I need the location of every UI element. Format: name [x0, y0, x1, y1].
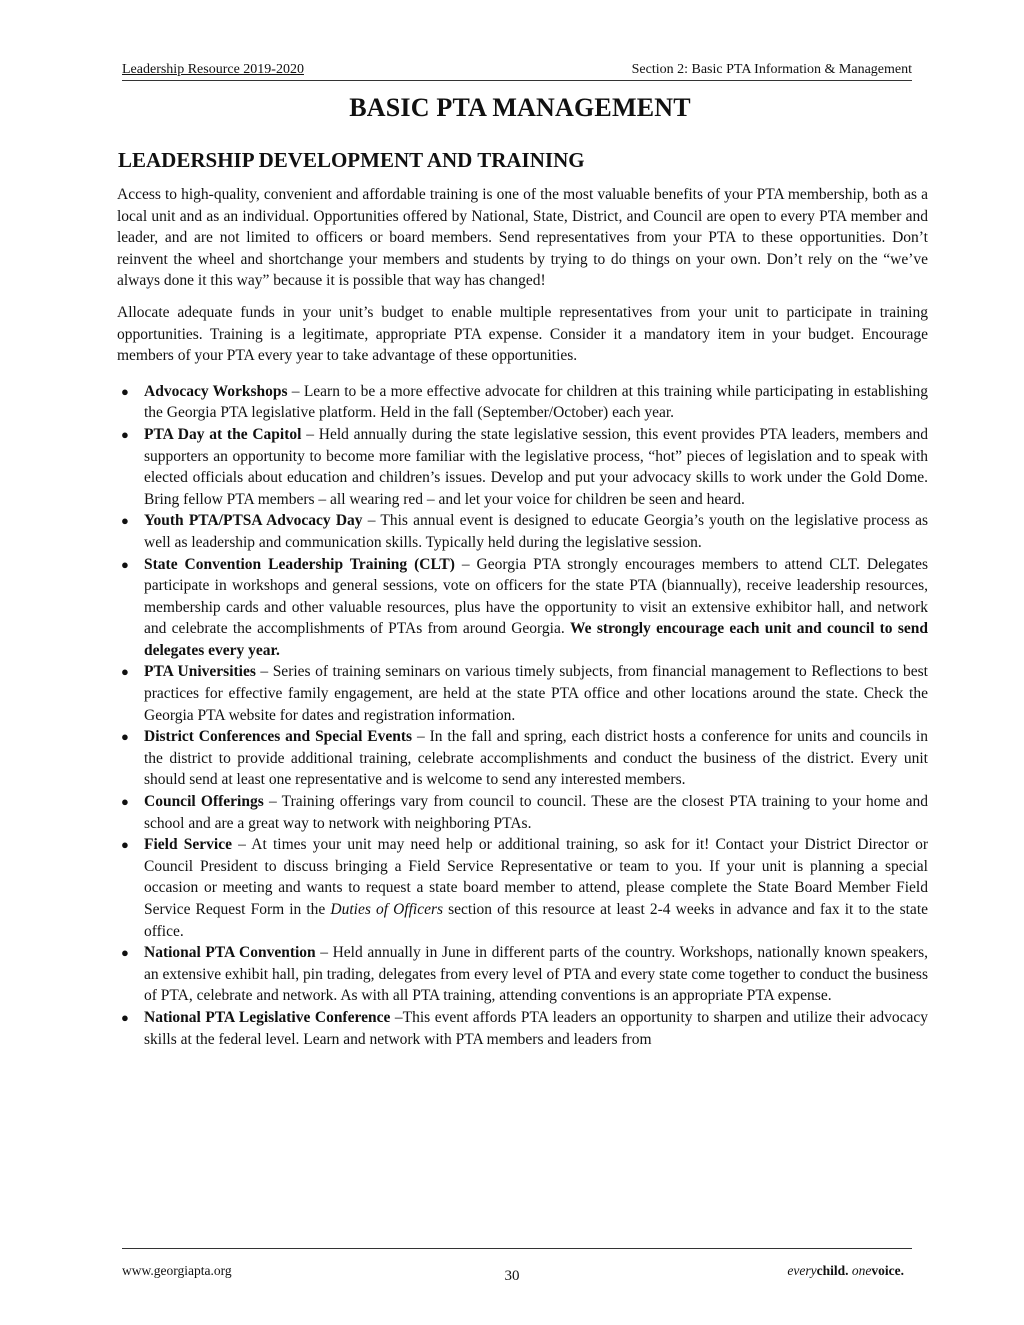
- page-number: 30: [504, 1268, 520, 1284]
- list-item: [117, 510, 928, 553]
- list-item: [117, 424, 928, 510]
- event-description-continued: section of this resource at least 2-4 weeks in advance and fax it to the state office.: [144, 901, 928, 940]
- list-item: [117, 791, 928, 834]
- event-italic-reference: Duties of Officers: [330, 901, 444, 918]
- event-description: – Series of training seminars on various timely subjects, from financial management to Reflections to best practices for effective family engagement, are held at the state PTA office and other locations around the state. Check the Georgia PTA website for dates and registration information.: [144, 663, 928, 724]
- event-emphasis: We strongly encourage each unit and council to send delegates every year.: [144, 620, 928, 659]
- list-item: [117, 554, 928, 662]
- bullet-icon: ●: [121, 945, 129, 961]
- list-item: [117, 381, 928, 424]
- tagline-child: child.: [816, 1263, 849, 1278]
- event-description: – This annual event is designed to educate Georgia’s youth on the legislative process as well as leadership and communication skills. Typically held during the legislative session.: [144, 512, 928, 551]
- event-description: – In the fall and spring, each district hosts a conference for units and councils in the district to provide additional training, celebrate accomplishments and conduct the business of the district. Every unit should send at least one representative and is welcome to send any interested members.: [144, 728, 928, 789]
- event-description: – Held annually in June in different parts of the country. Workshops, nationally known speakers, an extensive exhibit hall, pin trading, delegates from every level of PTA and every state come together to conduct the business of PTA, celebrate and network. As with all PTA training, attending conventions is an appropriate PTA expense.: [144, 944, 928, 1005]
- section-heading: LEADERSHIP DEVELOPMENT AND TRAINING: [118, 148, 585, 172]
- bullet-icon: ●: [121, 383, 129, 399]
- footer-tagline: [787, 1263, 904, 1279]
- event-title: National PTA Convention: [144, 944, 316, 962]
- footer-divider: [122, 1248, 912, 1249]
- event-title: Council Offerings: [144, 793, 264, 811]
- header-document-title: Leadership Resource 2019-2020: [122, 62, 304, 77]
- list-item: [117, 834, 928, 942]
- event-description: – At times your unit may need help or additional training, so ask for it! Contact your District Director or Council President to discuss bringing a Field Service Representative or team to you. If your unit is planning a special occasion or meeting and wants to request a state board member to attend, please complete the State Board Member Field Service Request Form in the: [144, 836, 928, 918]
- intro-paragraph: Access to high-quality, convenient and affordable training is one of the most valuable benefits of your PTA membership, both as a local unit and as an individual. Opportunities offered by National, State, District, and Council are open to every PTA member and leader, and are not limited to officers or board members. Send representatives from your PTA to these opportunities. Don’t reinvent the wheel and shortchange your members and students by trying to do things on your own. Don’t rely on the “we’ve always done it this way” because it is possible that way has changed!: [117, 186, 928, 290]
- event-title: State Convention Leadership Training (CLT): [144, 555, 455, 573]
- event-title: District Conferences and Special Events: [144, 728, 413, 746]
- event-title: National PTA Legislative Conference: [144, 1008, 391, 1026]
- list-item: [117, 1007, 928, 1050]
- event-title: Youth PTA/PTSA Advocacy Day: [144, 512, 363, 530]
- list-item: [117, 661, 928, 726]
- event-title: Advocacy Workshops: [144, 382, 288, 400]
- bullet-icon: ●: [121, 513, 129, 529]
- event-description: – Learn to be a more effective advocate for children at this training while participating in establishing the Georgia PTA legislative platform. Held in the fall (September/October) each year.: [144, 382, 929, 422]
- bullet-icon: ●: [121, 426, 129, 442]
- tagline-one: one: [851, 1263, 872, 1278]
- bullet-icon: ●: [121, 837, 129, 853]
- bullet-icon: ●: [121, 729, 129, 745]
- event-description: – Held annually during the state legislative session, this event provides PTA leaders, members and supporters an opportunity to become more familiar with the legislative process, “hot” pieces of legislation and to speak with elected officials about education and children’s issues. Develop and put your advocacy skills to work under the Gold Dome. Bring fellow PTA members – all wearing red – and let your voice for children be seen and heard.: [144, 425, 928, 508]
- list-item: [117, 726, 928, 791]
- bullet-icon: ●: [121, 556, 129, 572]
- running-header: [122, 62, 912, 81]
- event-title: PTA Day at the Capitol: [144, 425, 302, 443]
- tagline-every: every: [787, 1263, 817, 1278]
- event-description: – Georgia PTA strongly encourages members to attend CLT. Delegates participate in workshops and general sessions, vote on officers for the state PTA (biannually), receive leadership resources, membership cards and other valuable resources, plus have the opportunity to visit an extensive exhibitor hall, and network and celebrate the accomplishments of PTAs from around Georgia.: [144, 555, 928, 638]
- main-content: [117, 184, 928, 1050]
- bullet-icon: ●: [121, 794, 129, 810]
- list-item: [117, 942, 928, 1007]
- bullet-icon: ●: [121, 664, 129, 680]
- training-events-list: [117, 381, 928, 1050]
- bullet-icon: ●: [121, 1009, 129, 1025]
- page-title: BASIC PTA MANAGEMENT: [349, 93, 691, 122]
- event-title: PTA Universities: [144, 663, 256, 681]
- footer-website: www.georgiapta.org: [122, 1263, 232, 1278]
- event-description: – Training offerings vary from council to council. These are the closest PTA training to your home and school and are a great way to network with neighboring PTAs.: [144, 793, 928, 832]
- budget-paragraph: Allocate adequate funds in your unit’s budget to enable multiple representatives from your unit to participate in training opportunities. Training is a legitimate, appropriate PTA expense. Consider it a mandatory item in your budget. Encourage members of your PTA every year to take advantage of these opportunities.: [117, 303, 928, 365]
- event-description: –This event affords PTA leaders an opportunity to sharpen and utilize their advocacy skills at the federal level. Learn and network with PTA members and leaders from: [144, 1008, 928, 1048]
- tagline-voice: voice.: [871, 1263, 904, 1278]
- event-title: Field Service: [144, 836, 232, 854]
- header-section-title: Section 2: Basic PTA Information & Management: [631, 62, 912, 77]
